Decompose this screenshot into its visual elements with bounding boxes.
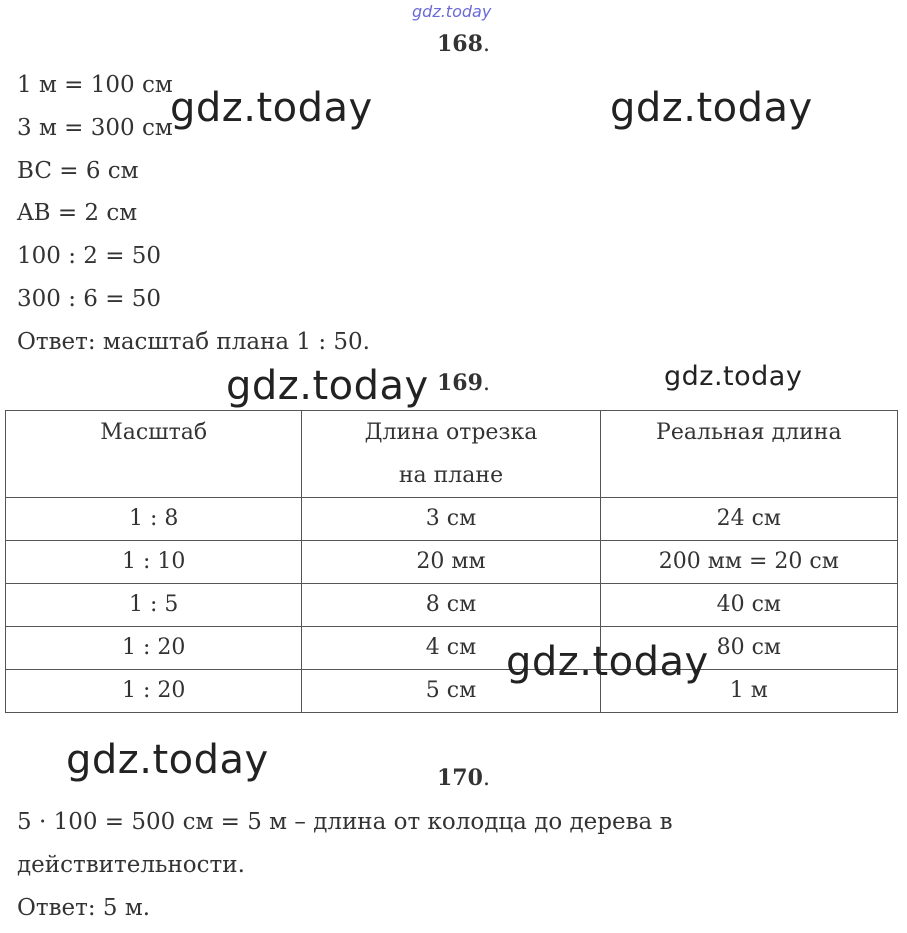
task-170-dot: . — [482, 766, 490, 791]
table-header-row — [6, 411, 898, 498]
task-170-heading — [437, 767, 490, 790]
cell-real-length: 1 м — [600, 670, 897, 713]
watermark-5: gdz.today — [506, 639, 709, 685]
task-168-line-2: 3 м = 300 см — [17, 115, 173, 141]
header-plan-length — [302, 411, 600, 498]
watermark-top: gdz.today — [412, 2, 492, 21]
table-row — [6, 670, 898, 713]
header-scale-line-1: Масштаб — [100, 420, 208, 445]
cell-plan-length: 20 мм — [302, 541, 600, 584]
cell-plan-length: 5 см — [302, 670, 600, 713]
table-row — [6, 627, 898, 670]
cell-plan-length: 3 см — [302, 498, 600, 541]
task-170-line-2: действительности. — [17, 852, 245, 878]
task-169-number: 169 — [437, 370, 483, 396]
header-plan-length-line-2: на плане — [398, 463, 504, 488]
task-170-answer: Ответ: 5 м. — [17, 895, 151, 921]
header-plan-length-line-1: Длина отрезка — [364, 420, 538, 445]
table-row — [6, 498, 898, 541]
task-170-number: 170 — [437, 765, 483, 791]
task-168-dot: . — [482, 32, 490, 57]
task-168-line-1: 1 м = 100 см — [17, 72, 173, 98]
watermark-4: gdz.today — [664, 361, 803, 392]
header-real-length-line-1: Реальная длина — [656, 420, 842, 445]
task-168-heading — [437, 33, 490, 56]
task-170-line-1: 5 · 100 = 500 см = 5 м – длина от колодца до дерева в — [17, 809, 673, 835]
watermark-6: gdz.today — [66, 737, 269, 783]
cell-scale: 1 : 20 — [6, 627, 302, 670]
header-scale — [6, 411, 302, 498]
task-168-answer: Ответ: масштаб плана 1 : 50. — [17, 329, 370, 355]
task-168-line-3: BC = 6 см — [17, 158, 139, 184]
cell-scale: 1 : 8 — [6, 498, 302, 541]
watermark-3: gdz.today — [226, 363, 429, 409]
cell-real-length: 80 см — [600, 627, 897, 670]
cell-real-length: 200 мм = 20 см — [600, 541, 897, 584]
cell-plan-length: 8 см — [302, 584, 600, 627]
cell-real-length: 24 см — [600, 498, 897, 541]
cell-real-length: 40 см — [600, 584, 897, 627]
task-168-line-4: AB = 2 см — [17, 200, 138, 226]
task-168-number: 168 — [437, 31, 483, 57]
task-168-line-5: 100 : 2 = 50 — [17, 243, 162, 269]
watermark-1: gdz.today — [170, 85, 373, 131]
watermark-2: gdz.today — [610, 85, 813, 131]
cell-plan-length: 4 см — [302, 627, 600, 670]
task-169-heading — [437, 372, 490, 395]
header-real-length — [600, 411, 897, 498]
task-168-line-6: 300 : 6 = 50 — [17, 286, 162, 312]
table-row — [6, 541, 898, 584]
cell-scale: 1 : 10 — [6, 541, 302, 584]
task-169-dot: . — [482, 371, 490, 396]
cell-scale: 1 : 5 — [6, 584, 302, 627]
scale-table — [5, 410, 898, 713]
cell-scale: 1 : 20 — [6, 670, 302, 713]
table-row — [6, 584, 898, 627]
